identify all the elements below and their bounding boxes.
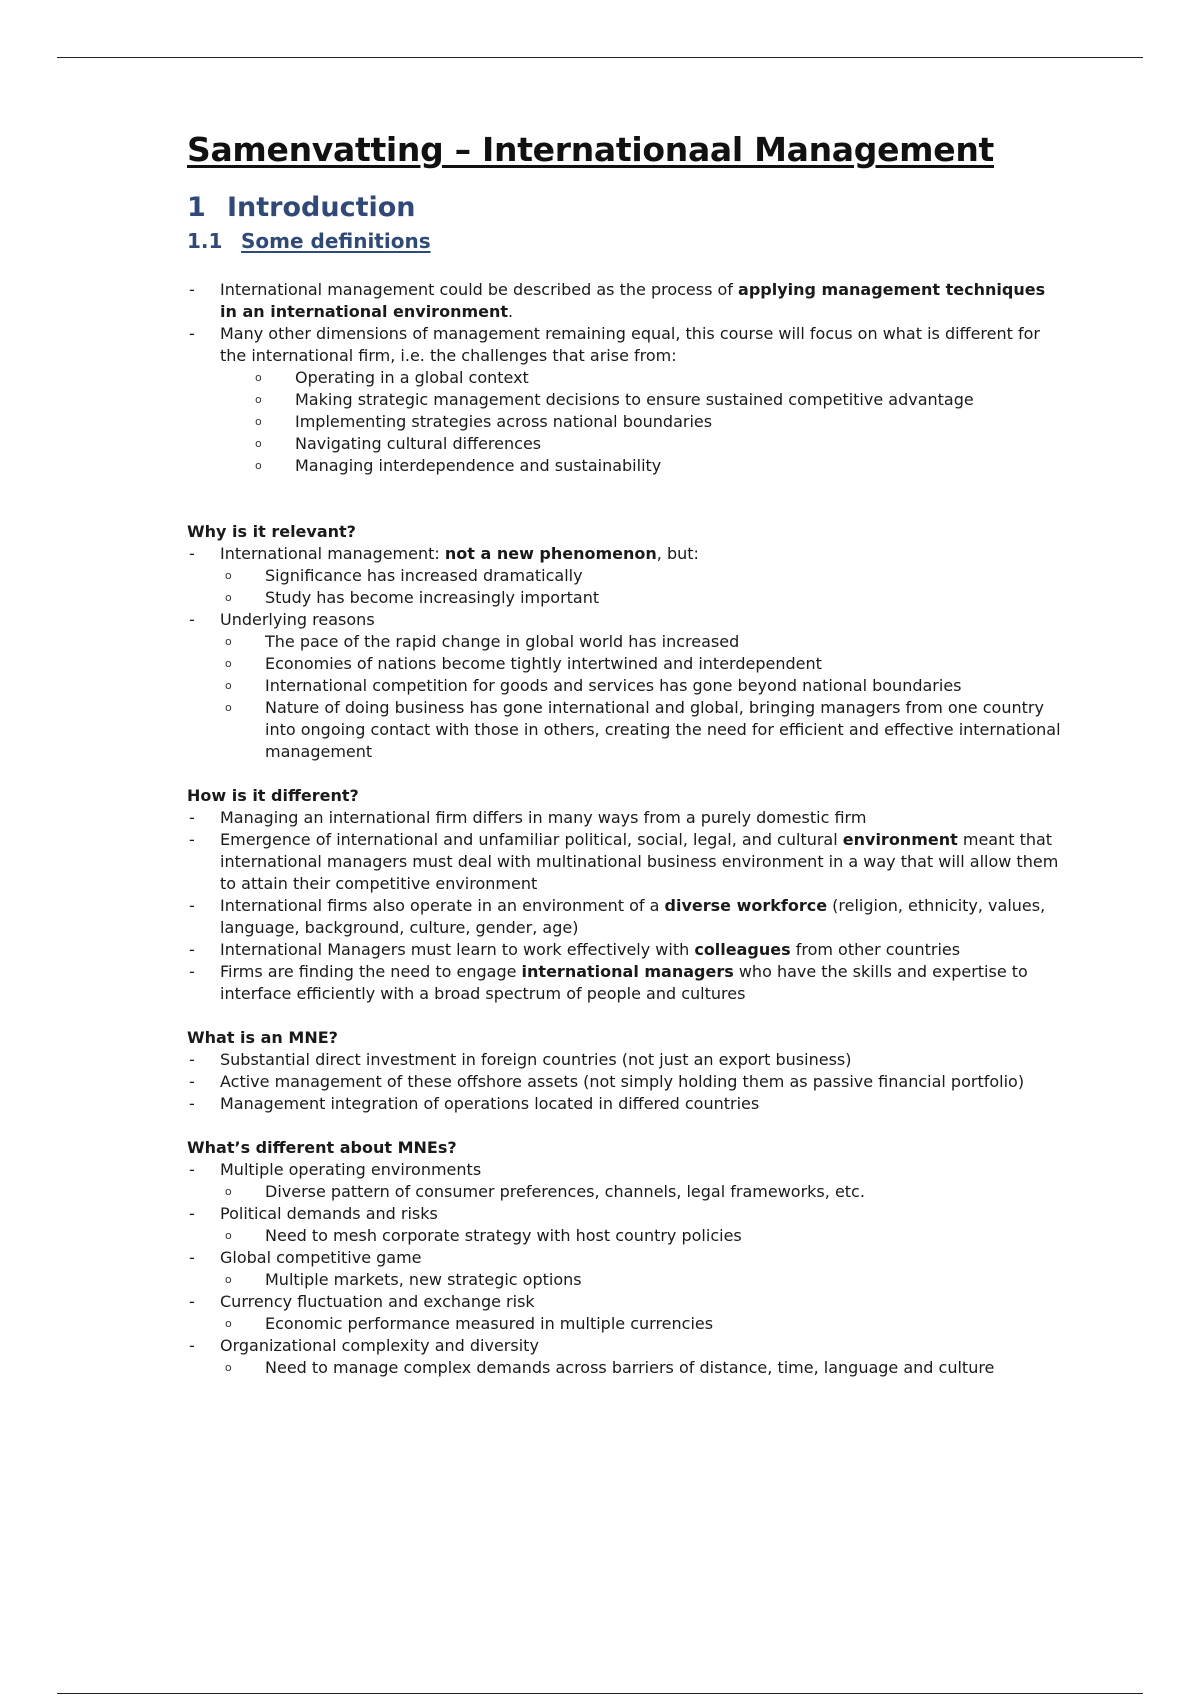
list-item <box>187 1247 1067 1291</box>
heading-1-number: 1 <box>187 192 206 223</box>
heading-1-text: Introduction <box>227 192 416 223</box>
sub-list-item: o The pace of the rapid change in global world has increased <box>225 631 1067 653</box>
sub-list-item: o Diverse pattern of consumer preferences, channels, legal frameworks, etc. <box>225 1181 1067 1203</box>
sub-list-item: o Economic performance measured in multiple currencies <box>225 1313 1067 1335</box>
section-mne <box>187 1027 1067 1115</box>
list-item: - Active management of these offshore assets (not simply holding them as passive financial portfolio) <box>187 1071 1067 1093</box>
text-run: Political demands and risks <box>220 1203 438 1223</box>
bold-text: not a new phenomenon <box>444 543 657 563</box>
sub-list <box>225 1225 1067 1247</box>
text-run: meant that international managers must deal with multinational business environment in a way that will allow them to attain their competitive environment <box>220 829 1059 893</box>
text-run: Many other dimensions of management remaining equal, this course will focus on what is different for the international firm, i.e. the challenges that arise from: <box>220 323 1040 365</box>
bold-text: international managers <box>521 961 734 981</box>
sub-list-item: o Implementing strategies across national boundaries <box>255 411 1067 433</box>
bold-text: diverse workforce <box>664 895 828 915</box>
list-item <box>187 829 1067 895</box>
sub-list-item: o Need to mesh corporate strategy with host country policies <box>225 1225 1067 1247</box>
section-heading: Why is it relevant? <box>187 521 356 541</box>
sub-list-item: o Managing interdependence and sustainability <box>255 455 1067 477</box>
sub-list-item: o Need to manage complex demands across barriers of distance, time, language and culture <box>225 1357 1067 1379</box>
list-item <box>187 1335 1067 1379</box>
sub-list <box>225 1357 1067 1379</box>
list-item <box>187 279 1067 323</box>
text-run: International management could be described as the process of <box>220 279 739 299</box>
sub-list-item: o Multiple markets, new strategic options <box>225 1269 1067 1291</box>
sub-list <box>225 1313 1067 1335</box>
sub-list-item: o International competition for goods and services has gone beyond national boundaries <box>225 675 1067 697</box>
sub-list-item: o Navigating cultural differences <box>255 433 1067 455</box>
text-run: Multiple operating environments <box>220 1159 482 1179</box>
text-run: Global competitive game <box>220 1247 422 1267</box>
mne-list <box>187 1049 1067 1115</box>
text-run: International firms also operate in an environment of a <box>220 895 665 915</box>
text-run: Underlying reasons <box>220 609 375 629</box>
sub-list-item: o Operating in a global context <box>255 367 1067 389</box>
text-run: who have the skills and expertise to interface efficiently with a broad spectrum of people and cultures <box>220 961 1028 1003</box>
sub-list-item: o Nature of doing business has gone international and global, bringing managers from one country into ongoing contact with those in others, creating the need for efficient and effective international management <box>225 697 1067 763</box>
sub-list <box>255 367 1067 477</box>
bold-text: environment <box>842 829 958 849</box>
mne-different-list <box>187 1159 1067 1379</box>
document-title: Samenvatting – Internationaal Management <box>187 130 994 169</box>
document-body <box>187 130 1067 1379</box>
section-different <box>187 785 1067 1005</box>
list-item: - Substantial direct investment in foreign countries (not just an export business) <box>187 1049 1067 1071</box>
text-run: International management: <box>220 543 445 563</box>
heading-1-1 <box>187 229 1067 253</box>
sub-list-item: o Making strategic management decisions to ensure sustained competitive advantage <box>255 389 1067 411</box>
list-item: - Managing an international firm differs in many ways from a purely domestic firm <box>187 807 1067 829</box>
bold-text: applying management techniques in an international environment <box>220 279 1046 321</box>
section-heading: How is it different? <box>187 785 359 805</box>
heading-1-1-text: Some definitions <box>241 228 431 253</box>
list-item <box>187 895 1067 939</box>
list-item <box>187 1203 1067 1247</box>
sub-list <box>225 1181 1067 1203</box>
list-item <box>187 939 1067 961</box>
list-item <box>187 543 1067 609</box>
heading-1-1-number: 1.1 <box>187 228 223 253</box>
list-item <box>187 1291 1067 1335</box>
section-heading: What’s different about MNEs? <box>187 1137 457 1157</box>
text-run: Currency fluctuation and exchange risk <box>220 1291 535 1311</box>
text-run: International Managers must learn to work effectively with <box>220 939 695 959</box>
different-list <box>187 807 1067 1005</box>
text-run: Emergence of international and unfamiliar political, social, legal, and cultural <box>220 829 843 849</box>
text-run: , but: <box>656 543 699 563</box>
list-item <box>187 609 1067 763</box>
sub-list-item: o Study has become increasingly important <box>225 587 1067 609</box>
text-run: (religion, ethnicity, values, language, background, culture, gender, age) <box>220 895 1046 937</box>
sub-list <box>225 1269 1067 1291</box>
sub-list-item: o Significance has increased dramatically <box>225 565 1067 587</box>
sub-list-item: o Economies of nations become tightly intertwined and interdependent <box>225 653 1067 675</box>
text-run: from other countries <box>790 939 961 959</box>
heading-1 <box>187 191 1067 225</box>
text-run: Firms are finding the need to engage <box>220 961 522 981</box>
list-item <box>187 961 1067 1005</box>
sub-list <box>225 565 1067 609</box>
list-item: - Management integration of operations located in differed countries <box>187 1093 1067 1115</box>
definitions-list <box>187 279 1067 477</box>
section-relevant <box>187 521 1067 763</box>
text-run: Organizational complexity and diversity <box>220 1335 539 1355</box>
page-bottom-rule <box>57 1693 1143 1694</box>
sub-list <box>225 631 1067 763</box>
text-run: . <box>508 301 514 321</box>
section-heading: What is an MNE? <box>187 1027 338 1047</box>
page-top-rule <box>57 57 1143 58</box>
list-item <box>187 323 1067 477</box>
list-item <box>187 1159 1067 1203</box>
bold-text: colleagues <box>694 939 791 959</box>
relevant-list <box>187 543 1067 763</box>
section-mne-different <box>187 1137 1067 1379</box>
